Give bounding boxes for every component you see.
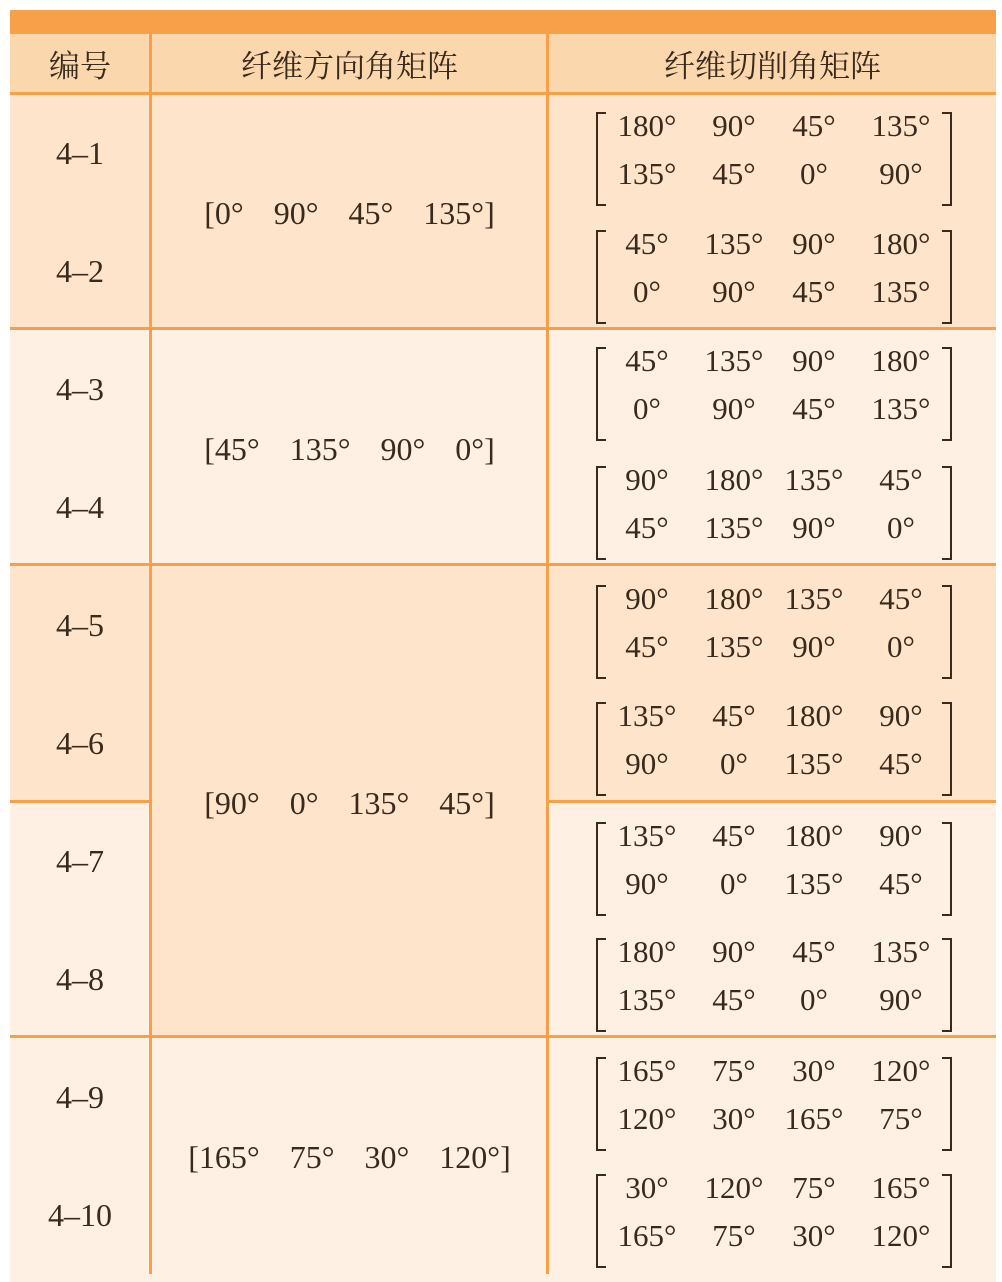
matrix-cell: 135° (617, 698, 677, 733)
matrix-cell: 45° (792, 934, 836, 969)
matrix-cell: 135° (704, 343, 764, 378)
matrix-cell: 180° (704, 581, 764, 616)
matrix-cell: 90° (712, 934, 756, 969)
row-id: 4–5 (56, 607, 104, 643)
matrix-cell: 135° (871, 391, 931, 426)
matrix-cell: 135° (617, 818, 677, 853)
matrix-cell: 30° (792, 1218, 836, 1253)
matrix-cell: 180° (784, 818, 844, 853)
matrix-cell: 165° (784, 1101, 844, 1136)
cut-angle-matrix (596, 462, 952, 560)
matrix-cell: 180° (871, 226, 931, 261)
matrix-cell: 90° (792, 343, 836, 378)
matrix-cell: 90° (625, 581, 669, 616)
matrix-cell: 45° (879, 462, 923, 497)
matrix-cell: 0° (800, 156, 828, 191)
header-orientation: 纤维方向角矩阵 (241, 48, 458, 85)
matrix-cell: 90° (712, 391, 756, 426)
matrix-cell: 180° (704, 462, 764, 497)
row-id: 4–4 (56, 489, 104, 525)
matrix-cell: 180° (871, 343, 931, 378)
matrix-cell: 45° (712, 982, 756, 1017)
matrix-cell: 30° (625, 1170, 669, 1205)
divider (10, 800, 150, 803)
row-id: 4–7 (56, 843, 104, 879)
matrix-cell: 30° (792, 1053, 836, 1088)
matrix-cell: 180° (617, 934, 677, 969)
divider (549, 800, 996, 803)
matrix-cell: 0° (720, 746, 748, 781)
matrix-cell: 45° (712, 698, 756, 733)
matrix-cell: 0° (800, 982, 828, 1017)
row-id: 4–2 (56, 253, 104, 289)
row-band-3b-id (10, 802, 150, 1036)
matrix-cell: 45° (625, 226, 669, 261)
cut-angle-matrix (596, 818, 952, 916)
matrix-cell: 0° (887, 629, 915, 664)
matrix-cell: 120° (704, 1170, 764, 1205)
header-id: 编号 (49, 48, 111, 85)
matrix-cell: 135° (871, 108, 931, 143)
cut-angle-matrix (596, 934, 952, 1032)
matrix-cell: 165° (871, 1170, 931, 1205)
matrix-cell: 120° (871, 1218, 931, 1253)
divider (10, 327, 996, 330)
matrix-cell: 45° (625, 510, 669, 545)
cut-angle-matrix (596, 581, 952, 679)
matrix-cell: 135° (704, 226, 764, 261)
row-id: 4–8 (56, 961, 104, 997)
cut-angle-matrix (596, 698, 952, 796)
orientation-matrix: [0° 90° 45° 135°] (204, 195, 495, 231)
matrix-cell: 90° (792, 510, 836, 545)
row-id: 4–10 (48, 1197, 112, 1233)
matrix-cell: 135° (617, 982, 677, 1017)
matrix-cell: 0° (633, 274, 661, 309)
matrix-cell: 135° (871, 934, 931, 969)
cut-angle-matrix (596, 343, 952, 441)
matrix-cell: 90° (879, 156, 923, 191)
matrix-cell: 90° (792, 226, 836, 261)
matrix-cell: 180° (784, 698, 844, 733)
cut-angle-matrix (596, 1170, 952, 1268)
matrix-cell: 45° (625, 629, 669, 664)
matrix-cell: 90° (625, 462, 669, 497)
matrix-cell: 135° (784, 866, 844, 901)
matrix-cell: 0° (720, 866, 748, 901)
matrix-cell: 90° (625, 866, 669, 901)
table-top-bar (10, 10, 996, 34)
cut-angle-matrix (596, 1053, 952, 1151)
matrix-cell: 135° (784, 581, 844, 616)
matrix-cell: 45° (625, 343, 669, 378)
matrix-cell: 45° (792, 108, 836, 143)
divider (10, 1035, 996, 1038)
matrix-cell: 135° (784, 746, 844, 781)
matrix-cell: 90° (792, 629, 836, 664)
matrix-cell: 135° (704, 510, 764, 545)
orientation-matrix: [165° 75° 30° 120°] (188, 1139, 511, 1175)
matrix-cell: 135° (871, 274, 931, 309)
matrix-cell: 120° (871, 1053, 931, 1088)
matrix-cell: 45° (712, 818, 756, 853)
matrix-cell: 0° (887, 510, 915, 545)
matrix-cell: 45° (792, 274, 836, 309)
divider (10, 92, 996, 95)
matrix-cell: 90° (879, 982, 923, 1017)
matrix-cell: 180° (617, 108, 677, 143)
matrix-cell: 75° (879, 1101, 923, 1136)
matrix-cell: 135° (617, 156, 677, 191)
cut-angle-matrix (596, 108, 952, 206)
matrix-cell: 30° (712, 1101, 756, 1136)
divider (10, 563, 996, 566)
matrix-cell: 75° (712, 1218, 756, 1253)
matrix-cell: 135° (704, 629, 764, 664)
matrix-cell: 135° (784, 462, 844, 497)
header-cut-angle: 纤维切削角矩阵 (664, 48, 881, 85)
table-header (10, 34, 996, 92)
matrix-cell: 165° (617, 1218, 677, 1253)
matrix-cell: 45° (879, 866, 923, 901)
row-id: 4–9 (56, 1079, 104, 1115)
matrix-cell: 90° (879, 818, 923, 853)
matrix-cell: 165° (617, 1053, 677, 1088)
cut-angle-matrix (596, 226, 952, 324)
orientation-matrix: [45° 135° 90° 0°] (204, 431, 495, 467)
row-id: 4–3 (56, 371, 104, 407)
row-id: 4–6 (56, 725, 104, 761)
matrix-cell: 90° (712, 108, 756, 143)
matrix-cell: 90° (712, 274, 756, 309)
matrix-cell: 75° (792, 1170, 836, 1205)
matrix-cell: 45° (879, 581, 923, 616)
matrix-cell: 45° (879, 746, 923, 781)
matrix-cell: 45° (712, 156, 756, 191)
orientation-matrix: [90° 0° 135° 45°] (204, 785, 495, 821)
matrix-cell: 75° (712, 1053, 756, 1088)
matrix-cell: 90° (625, 746, 669, 781)
matrix-cell: 120° (617, 1101, 677, 1136)
matrix-cell: 0° (633, 391, 661, 426)
matrix-cell: 45° (792, 391, 836, 426)
row-id: 4–1 (56, 135, 104, 171)
matrix-cell: 90° (879, 698, 923, 733)
